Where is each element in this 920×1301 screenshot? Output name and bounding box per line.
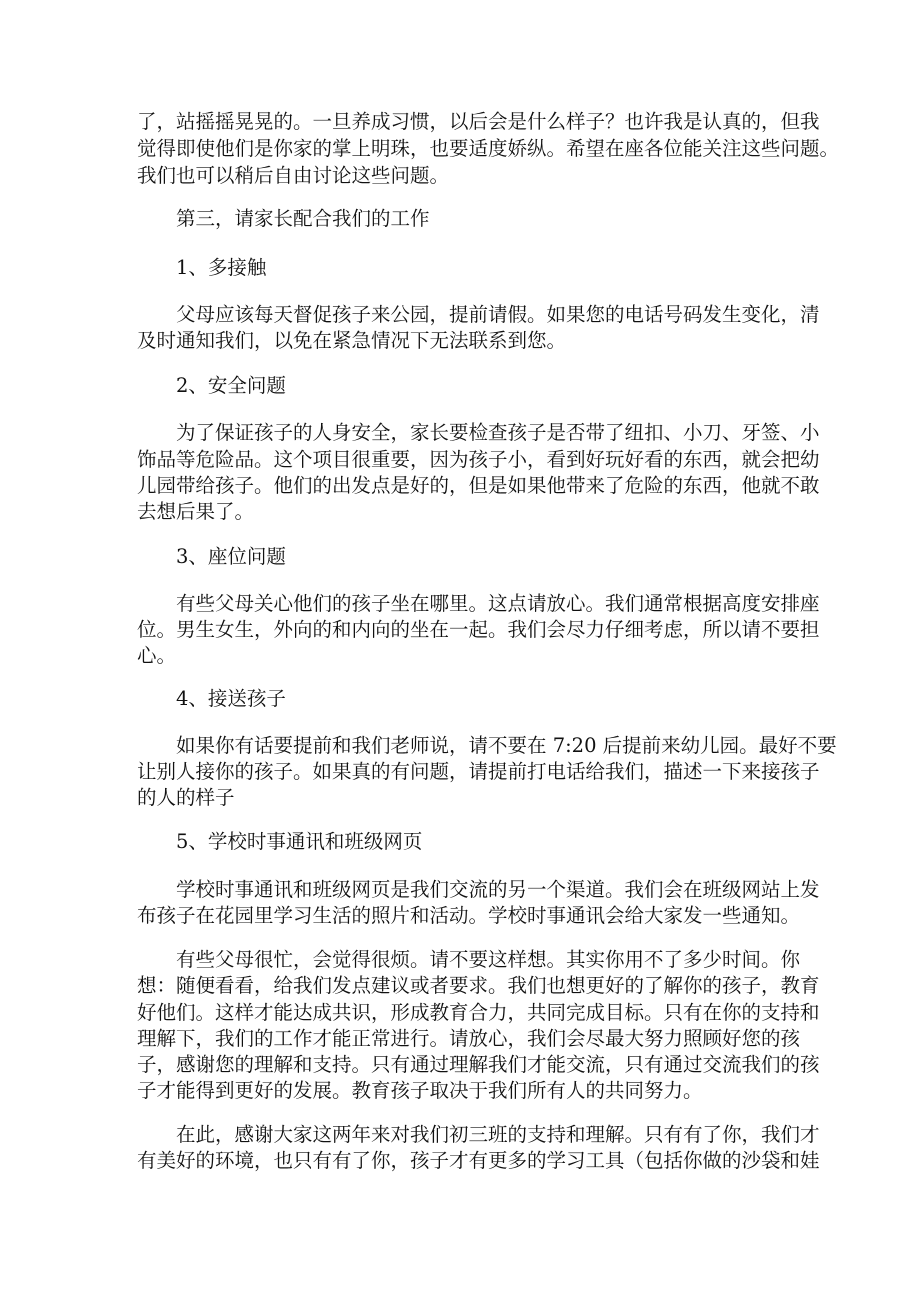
body-text-line: 位。男生女生，外向的和内向的坐在一起。我们会尽力仔细考虑，所以请不要担 xyxy=(137,618,820,641)
body-text-line: 如果你有话要提前和我们老师说，请不要在 7:20 后提前来幼儿园。最好不要 xyxy=(176,734,837,757)
body-text-line: 有些父母关心他们的孩子坐在哪里。这点请放心。我们通常根据高度安排座 xyxy=(176,592,820,615)
section-heading: 第三，请家长配合我们的工作 xyxy=(176,207,430,230)
body-text-line: 让别人接你的孩子。如果真的有问题，请提前打电话给我们，描述一下来接孩子 xyxy=(137,760,820,783)
body-text-line: 好他们。这样才能达成共识，形成教育合力，共同完成目标。只有在你的支持和 xyxy=(137,1001,820,1024)
body-text-line: 理解下，我们的工作才能正常进行。请放心，我们会尽最大努力照顾好您的孩 xyxy=(137,1027,801,1050)
body-text-line: 及时通知我们，以免在紧急情况下无法联系到您。 xyxy=(137,329,567,352)
body-text-line: 有些父母很忙，会觉得很烦。请不要这样想。其实你用不了多少时间。你 xyxy=(176,948,801,971)
body-text-line: 子才能得到更好的发展。教育孩子取决于我们所有人的共同努力。 xyxy=(137,1079,703,1102)
body-text-line: 子，感谢您的理解和支持。只有通过理解我们才能交流，只有通过交流我们的孩 xyxy=(137,1053,820,1076)
body-text-line: 去想后果了。 xyxy=(137,500,255,523)
item-heading: 2、安全问题 xyxy=(176,374,286,397)
body-text-line: 心。 xyxy=(137,644,177,667)
body-text-line: 想：随便看看，给我们发点建议或者要求。我们也想更好的了解你的孩子，教育 xyxy=(137,974,820,997)
body-text-line: 布孩子在花园里学习生活的照片和活动。学校时事通讯会给大家发一些通知。 xyxy=(137,904,801,927)
body-text-line: 父母应该每天督促孩子来公园，提前请假。如果您的电话号码发生变化，清 xyxy=(176,303,820,326)
body-text-line: 学校时事通讯和班级网页是我们交流的另一个渠道。我们会在班级网站上发 xyxy=(176,878,820,901)
item-heading: 5、学校时事通讯和班级网页 xyxy=(176,830,423,853)
body-text-line: 的人的样子 xyxy=(137,786,235,809)
body-text-line: 在此，感谢大家这两年来对我们初三班的支持和理解。只有有了你，我们才 xyxy=(176,1123,820,1146)
body-text-line: 有美好的环境，也只有有了你，孩子才有更多的学习工具（包括你做的沙袋和娃 xyxy=(137,1149,820,1172)
body-text-line: 为了保证孩子的人身安全，家长要检查孩子是否带了纽扣、小刀、牙签、小 xyxy=(176,421,820,444)
body-text-line: 饰品等危险品。这个项目很重要，因为孩子小，看到好玩好看的东西，就会把幼 xyxy=(137,448,820,471)
item-heading: 3、座位问题 xyxy=(176,545,286,568)
item-heading: 1、多接触 xyxy=(176,256,267,279)
item-heading: 4、接送孩子 xyxy=(176,687,286,710)
body-text-line: 觉得即使他们是你家的掌上明珠，也要适度娇纵。希望在座各位能关注这些问题。 xyxy=(137,137,840,160)
body-text-line: 了，站摇摇晃晃的。一旦养成习惯，以后会是什么样子？也许我是认真的，但我 xyxy=(137,110,820,133)
body-text-line: 我们也可以稍后自由讨论这些问题。 xyxy=(137,164,450,187)
body-text-line: 儿园带给孩子。他们的出发点是好的，但是如果他带来了危险的东西，他就不敢 xyxy=(137,474,820,497)
